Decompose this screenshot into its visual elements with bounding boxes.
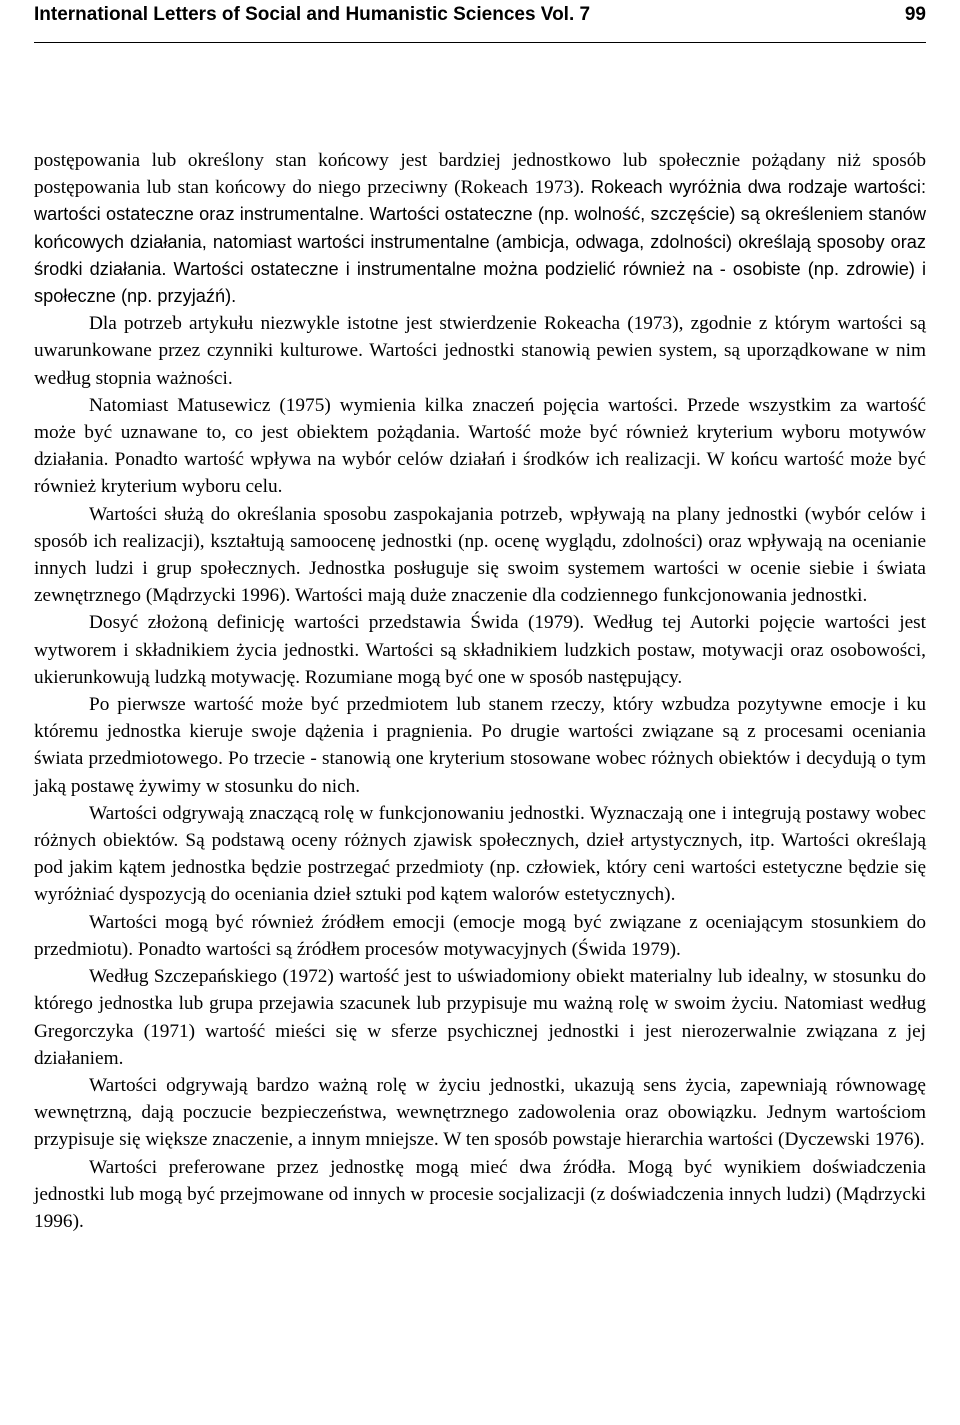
paragraph-6: Po pierwsze wartość może być przedmiotem lub stanem rzeczy, który wzbudza pozytywne emocje i ku któremu jednostka kieruje swoje dążenia i pragnienia. Po drugie wartości związane są z procesami oceniania świata przedmiotowego. Po trzecie - stanowią one kryterium stosowane wobec różnych obiektów i decydują o tym jaką postawę żywimy w stosunku do nich. [34, 694, 926, 797]
paragraph-1-serif: postępowania lub określony stan końcowy jest bardziej jednostkowo lub społecznie pożądany niż sposób postępowania lub stan końcowy do niego przeciwny (Rokeach 1973). [34, 150, 926, 199]
running-header [34, 0, 926, 40]
article-body [34, 147, 926, 1235]
paragraph-10: Wartości odgrywają bardzo ważną rolę w życiu jednostki, ukazują sens życia, zapewniają równowagę wewnętrzną, dają poczucie bezpieczeństwa, wewnętrznego zadowolenia oraz obowiązku. Jednym wartościom przypisuje się większe znaczenie, a innym mniejsze. W ten sposób powstaje hierarchia wartości (Dyczewski 1976). [34, 1074, 926, 1151]
paragraph-7: Wartości odgrywają znaczącą rolę w funkcjonowaniu jednostki. Wyznaczają one i integrują postawy wobec różnych obiektów. Są podstawą oceny różnych zjawisk społecznych, dzieł artystycznych, itp. Wartości określają pod jakim kątem jednostka będzie postrzegać przedmioty (np. człowiek, który ceni wartości estetyczne będzie się wyróżniać dyspozycją do oceniania dzieł sztuki pod kątem walorów estetycznych). [34, 802, 926, 906]
paragraph-11: Wartości preferowane przez jednostkę mogą mieć dwa źródła. Mogą być wynikiem doświadczenia jednostki lub mogą być przejmowane od innych w procesie socjalizacji (z doświadczenia innych ludzi) (Mądrzycki 1996). [34, 1156, 926, 1232]
paragraph-2: Dla potrzeb artykułu niezwykle istotne jest stwierdzenie Rokeacha (1973), zgodnie z którym wartości są uwarunkowane przez czynniki kulturowe. Wartości jednostki stanowią pewien system, są uporządkowane w nim według stopnia ważności. [34, 313, 926, 389]
paragraph-5: Dosyć złożoną definicję wartości przedstawia Świda (1979). Według tej Autorki pojęcie wartości jest wytworem i składnikiem życia jednostki. Wartości są składnikiem ludzkich postaw, motywacji oraz osobowości, ukierunkowują ludzką motywację. Rozumiane mogą być one w sposób następujący. [34, 612, 926, 688]
paragraph-9: Według Szczepańskiego (1972) wartość jest to uświadomiony obiekt materialny lub idealny, w stosunku do którego jednostka lub grupa przejawia szacunek lub przypisuje mu ważną rolę w swoim życiu. Natomiast według Gregorczyka (1971) wartość mieści się w sferze psychicznej jednostki i jest nierozerwalnie związana z jej działaniem. [34, 966, 926, 1069]
paragraph-1-sans: Rokeach wyróżnia dwa rodzaje wartości: wartości ostateczne oraz instrumentalne. Wartości ostateczne (np. wolność, szczęście) są określeniem stanów końcowych działania, natomiast wartości instrumentalne (ambicja, odwaga, zdolności) określają sposoby oraz środki działania. Wartości ostateczne i instrumentalne można podzielić również na - osobiste (np. zdrowie) i społeczne (np. przyjaźń). [34, 177, 926, 307]
paragraph-4: Wartości służą do określania sposobu zaspokajania potrzeb, wpływają na plany jednostki (wybór celów i sposób ich realizacji), kształtują samoocenę jednostki (np. ocenę wyglądu, zdolności) oraz wpływają na ocenianie innych ludzi i grup społecznych. Jednostka posługuje się swoim systemem wartości w ocenie siebie i świata zewnętrznego (Mądrzycki 1996). Wartości mają duże znaczenie dla codziennego funkcjonowania jednostki. [34, 503, 926, 607]
paragraph-8: Wartości mogą być również źródłem emocji (emocje mogą być związane z oceniającym stosunkiem do przedmiotu). Ponadto wartości są źródłem procesów motywacyjnych (Świda 1979). [34, 911, 926, 960]
journal-title: International Letters of Social and Humanistic Sciences Vol. 7 [34, 4, 591, 25]
header-rule [34, 42, 926, 43]
paragraph-1 [34, 147, 926, 310]
page-number: 99 [904, 4, 926, 25]
paragraph-3: Natomiast Matusewicz (1975) wymienia kilka znaczeń pojęcia wartości. Przede wszystkim za wartość może być uznawane to, co jest obiektem pożądania. Wartość może być również kryterium wyboru motywów działania. Ponadto wartość wpływa na wybór celów działań i środków ich realizacji. W końcu wartość może być również kryterium wyboru celu. [34, 394, 926, 498]
